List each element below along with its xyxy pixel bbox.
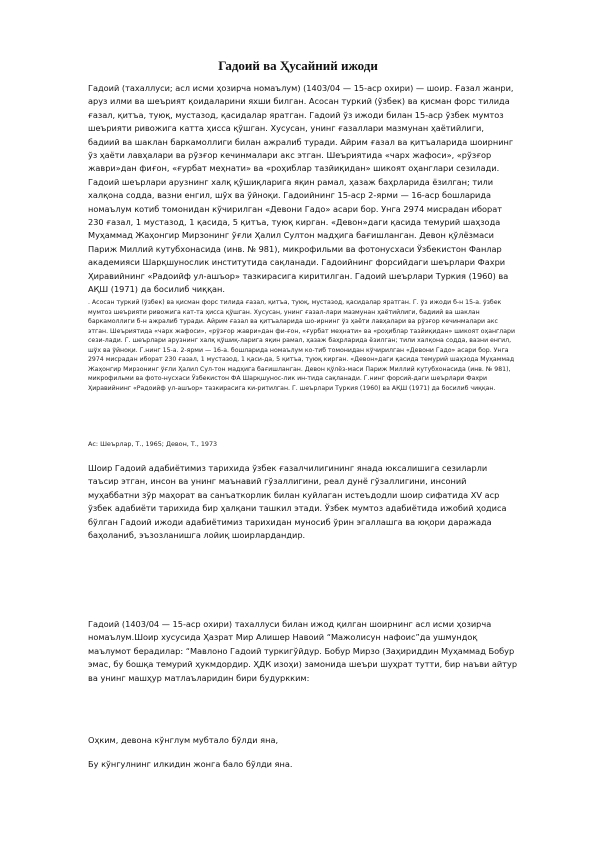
verse-line-2: Бу кўнгулнинг илкидин жонга бало бўлди яна.: [88, 759, 293, 769]
assessment-paragraph: Шоир Гадоий адабиётимиз тарихида ўзбек ғазалчилигининг янада юксалишига сезиларли таъсир этган, инсон ва унинг маънавий гўзаллигини, реал дунё гўзаллигини, инсоний муҳаббатни зўр маҳорат ва санъаткорлик билан куйлаган истеъдодли шоир сифатида XV аср ўзбек адабиёти тарихида бир ҳалқани ташкил этади. Ўзбек мумтоз адабиётида ижобий ҳодиса бўлган Гадоий ижоди адабиётимиз тарихидан муносиб ўрин эгаллашга ва юқори даражада баҳоланиб, эъзозланишга лойиқ шоирлардандир.: [88, 463, 507, 541]
navoiy-paragraph: Гадоий (1403/04 — 15-аср охири) тахаллуси билан ижод қилган шоирнинг асл исми ҳозирча номаълум.Шоир хусусида Ҳазрат Мир Алишер Навоий “Мажолисун нафоис”да ушмундоқ маълумот берадилар: “Мавлоно Гадоий туркигўйдур. Бобур Мирзо (Заҳириддин Муҳаммад Бобур эмас, бу бошқа темурий ҳукмдордир. ҲДК изоҳи) замонида шеъри шуҳрат тутти, бир наъви айтур ва унинг машҳур матлаъларидин бири будуркким:: [88, 619, 518, 683]
verse-line-1: Оҳким, девона кўнглум мубтало бўлди яна,: [88, 735, 279, 745]
sources-line: Ас: Шеърлар, Т., 1965; Девон, Т., 1973: [88, 440, 218, 448]
document-title: Гадоий ва Ҳусайний ижоди: [218, 58, 378, 73]
encyclopedia-paragraph: . Асосан туркий (ўзбек) ва қисман форс тилида ғазал, қитъа, туюқ, мустазод, қасидалар яратган. Г. ўз ижоди б-н 15-а. ўзбек мумтоз шеърияти ривожига кат-та ҳисса қўшган. Хусусан, унинг ғазал-лари мазмунан ҳаётийлиги, бадиий ва шаклан баркамоллиги б-н ажралиб туради. Айрим ғазал ва қитъаларида шо-ирнинг ўз ҳаёти лавҳалари ва рўзғор кечинмалари акс этган. Шеъриятида «чарх жафоси», «рўзғор жаври»дан фи-ғон, «ғурбат меҳнати» ва «роҳиблар тазйиқидан» шикоят оҳанглари сези-лади. Г. шеърлари арузнинг халқ қўшиқ-ларига яқин рамал, ҳазаж баҳрларида ёзилган; тили халқона содда, вазни енгил, шўх ва ўйноқи. Г.нинг 15-а. 2-ярми — 16-а. бошларида номаълум ко-тиб томонидан кўчирилган «Девони Гадо» асари бор. Унга 2974 мисрадан иборат 230 ғазал, 1 мустазод, 1 қаси-да, 5 қитъа, туюқ кирган. «Девон»даги қасида темурий шаҳзода Муҳаммад Жаҳонгир Мирзонинг ўғли Ҳалил Сул-тон мадҳига бағишланган. Девон қўлёз-маси Париж Миллий кутубхонасида (инв. № 981), микрофильми ва фото-нусхаси Ўзбекистон ФА Шарқшунос-лик ин-тида сақланади. Г.нинг форсий-даги шеърлари Фахри Ҳиравийнинг «Радоийф ул-ашъор» тазкирасига ки-ритилган. Г. шеърлари Туркия (1960) ва АҚШ (1971) да босилиб чиққан.: [88, 299, 515, 392]
intro-paragraph: Гадоий (тахаллуси; асл исми ҳозирча номаълум) (1403/04 — 15-аср охири) — шоир. Ғазал жанри, аруз илми ва шеърият қоидаларини яхши билган. Асосан туркий (ўзбек) ва қисман форс тилида ғазал, қитъа, туюқ, мустазод, қасидалар яратган. Гадоий ўз ижоди билан 15-аср ўзбек мумтоз шеърияти ривожига катта ҳисса қўшган. Хусусан, унинг ғазаллари мазмунан ҳаётийлиги, бадиий ва шаклан баркамоллиги билан ажралиб туради. Айрим ғазал ва қитъаларида шоирнинг ўз ҳаёти лавҳалари ва рўзғор кечинмалари акс этган. Шеъриятида «чарх жафоси», «рўзғор жаври»дан фиғон, «ғурбат меҳнати» ва «роҳиблар тазйиқидан» шикоят оҳанглари сезилади. Гадоий шеърлари арузнинг халқ қўшиқларига яқин рамал, ҳазаж баҳрларида ёзилган; тили халқона содда, вазни енгил, шўх ва ўйноқи. Гадоийнинг 15-аср 2-ярми — 16-аср бошларида номаълум котиб томонидан кўчирилган «Девони Гадо» асари бор. Унга 2974 мисрадан иборат 230 ғазал, 1 мустазод, 1 қасида, 5 қитъа, туюқ кирган. «Девон»даги қасида темурий шаҳзода Муҳаммад Жаҳонгир Мирзонинг ўғли Ҳалил Султон мадҳига бағишланган. Девон қўлёзмаси Париж Миллий кутубхонасида (инв. № 981), микрофильми ва фотонусхаси Ўзбекистон Фанлар академияси Шарқшунослик институтида сақланади. Гадоийнинг форсийдаги шеърлари Фахри Ҳиравийнинг «Радоийф ул-ашъор» тазкирасига киритилган. Гадоий шеърлари Туркия (1960) ва АҚШ (1971) да босилиб чиққан.: [88, 83, 514, 295]
